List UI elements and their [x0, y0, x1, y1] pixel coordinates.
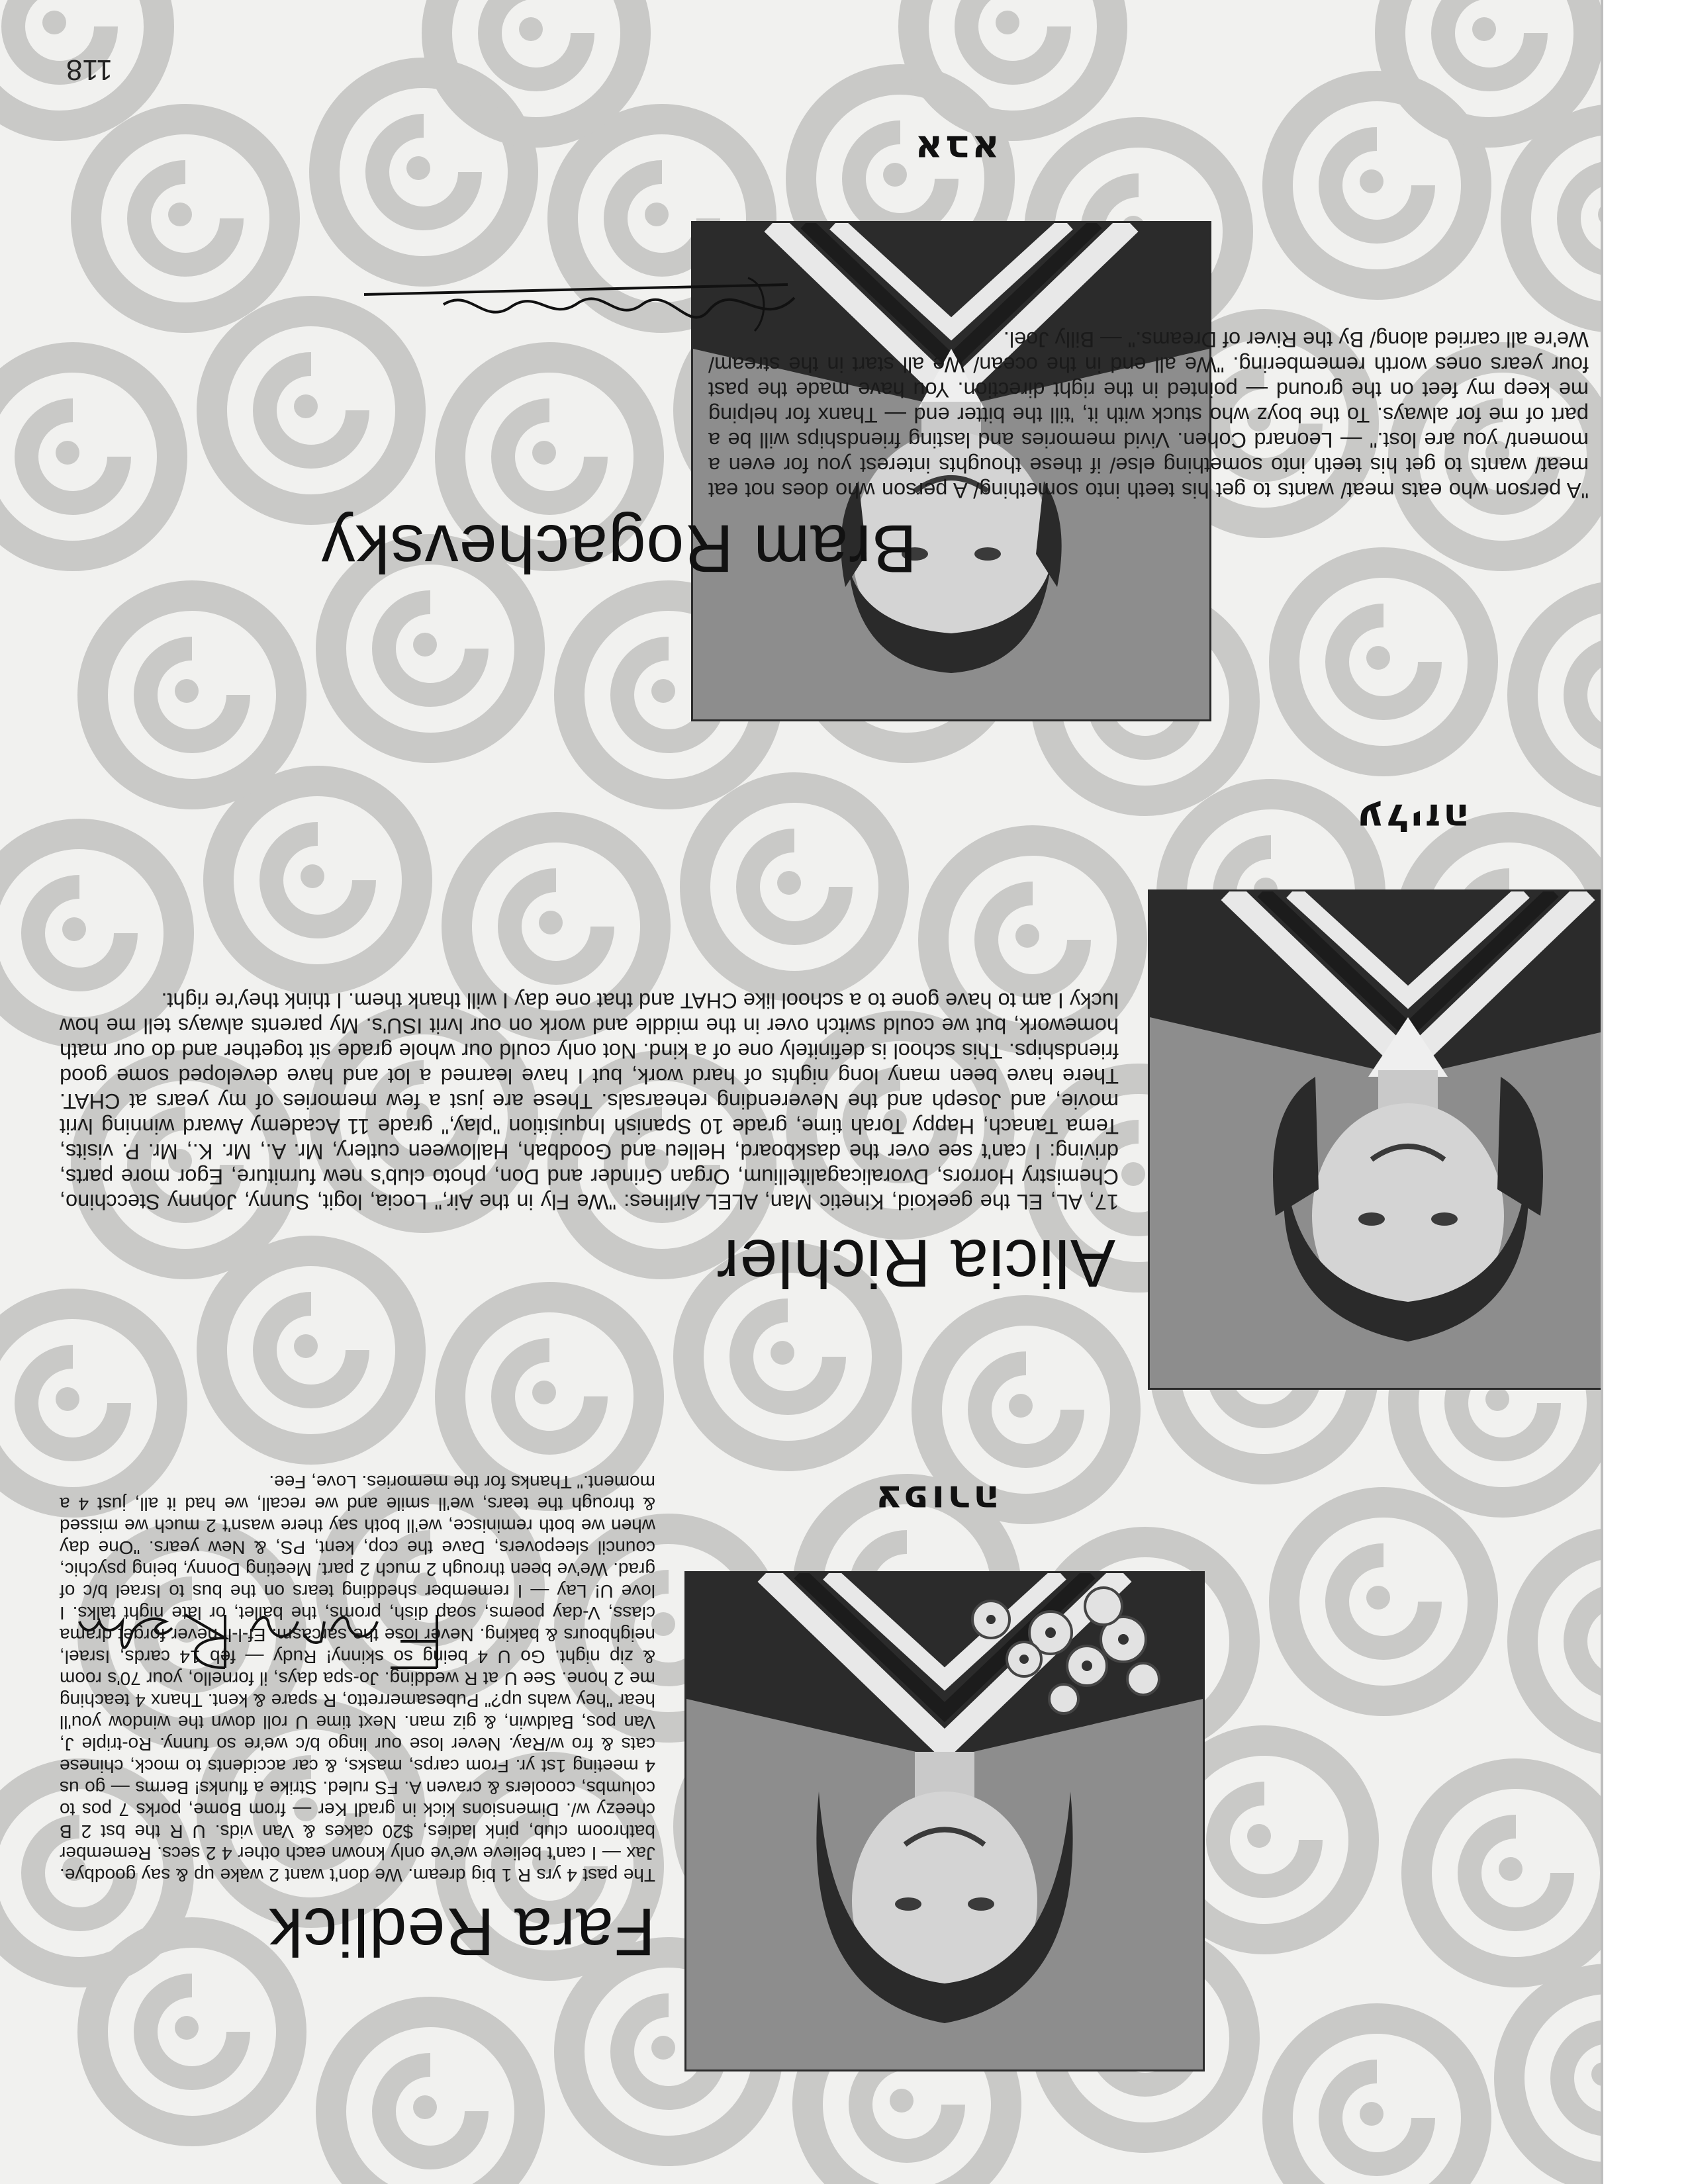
page-number: 118	[66, 54, 113, 86]
bio-text-fara: The past 4 yrs R 1 big dream. We don't want 2 wake up & say goodbye. Jax — I can't believe we've only known each other 4 2 secs. Remember bathroom club, pink ladies, $20 cakes & Van vids. U R the bst 2 B cheezy w/. Dimensions kick in gradl Ker — from Bome, porks 7 pos to columbs, cooolers & craven A. FS ruled. Strike a flunks! Berms — go us 4 meeting 1st yr. From carps, masks, & car accidents to mock, chinese cats & fro w/Ray. Never lose our lingo b/c we're so funny. Ro-triple J, Van pos, Baldwin, & giz man. Next time U roll down the window you'll hear "hey wahs up?" Pubesamerretto, R spare & kent. Thanx 4 teaching me 2 hone. See U at R wedding. Jo-spa days, il fornello, your 70's room & zip night. Go U 4 being so skinny! Rudy — feb 14 cards, Israel, neighbours & baking. Never lose the sarcasm. Ef-l-ll never forget drama class, V-day poems, soap dish, proms, the ballet, or late night talks. I love U! Lay — I remember shedding tears on the bus to Israel b/c of grad. We've been through 2 much 2 part. Meeting Donny, being psychic, council sleepovers, Dave the cop, kent, PS, & New years. "One day when we both reminisce, we'll both say there wasn't 2 much we missed & through the tears, we'll smile and we recall, we had it all, just 4 a moment." Thanks for the memories. Love, Fee.	[60, 1472, 655, 1886]
student-name-fara: Fara Redlick	[268, 1894, 655, 1970]
bio-text-bram: "A person who eats meat/ wants to get his teeth into something/ A person who does not eat meat/ wants to get his teeth into something else/ if these thoughts interest you for even a moment/ you are lost." — Leonard Cohen. Vivid memories and lasting friendships will be a part of me for always. To the boyz who stuck with it, 'till the bitter end — Thanx for helping me keep my feet on the ground — pointed in the right direction. You have made the past four years ones worth remembering. "We all end in the ocean/ We all start in the stream/ We're all carried along/ By the River of Dreams." — Billy Joel.	[708, 328, 1589, 502]
student-name-bram: Bram Rogachevsky	[320, 511, 917, 586]
student-name-alicia: Alicia Richler	[716, 1226, 1115, 1301]
hebrew-name-alicia: עליזה	[1354, 796, 1470, 841]
signature-bram	[351, 258, 814, 357]
hebrew-name-bram: אבא	[912, 127, 1000, 172]
hebrew-name-fara: צפורה	[873, 1477, 1000, 1522]
profile-photo-alicia	[1148, 889, 1668, 1390]
bio-text-alicia: 17, AL, EL the geekoid, Kinetic Man, ALEL Airlines: "We Fly in the Air," Locia, logit, Sunny, Johnny Stecchino, Chemistry Horrors, Dvoralicagalitellium, Organ Grinder and Don, photo club's new furniture, Egor more parts, driving: I can't see over the daskboard, Helleu and Goodbah, Halloween cutlery, Mr. A., Mr. K., Mr. P. visits, Tema Tanach, Happy Torah time, grade 10 Spanish Inquisition "play," grade 11 Academy Award winning lvrit movie, and Joseph and the Neverending rehearsals. These are just a few memories of my years at CHAT. There have been many long nights of hard work, but I have learned a lot and have developed some good friendships. This school is definitely one of a kind. Not only could our whole grade sit together and do our math homework, but we could switch over in the middle and work on our lvrit ISU's. My parents always tell me how lucky I am to have gone to a school like CHAT and that one day I will thank them. I think they're right.	[60, 989, 1119, 1214]
signature-fara	[66, 1595, 463, 1694]
profile-photo-fara	[684, 1571, 1205, 2071]
